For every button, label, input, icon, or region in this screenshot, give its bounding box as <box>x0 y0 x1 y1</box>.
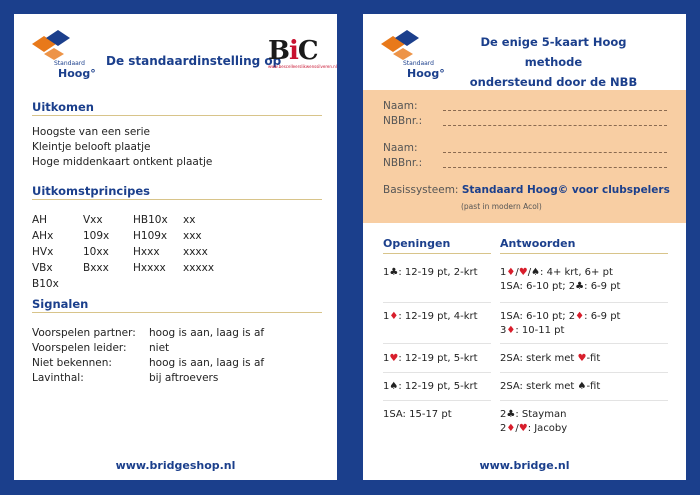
nbbnr-label: NBBnr.: <box>383 115 423 127</box>
card-combo: HB10x <box>133 214 168 226</box>
card-combo: 109x <box>83 230 110 242</box>
left-heading: De standaardinstelling op <box>106 54 282 68</box>
uitkomen-line: Hoogste van een serie <box>32 126 150 138</box>
standaard-hoog-logo <box>32 30 102 82</box>
standaard-hoog-logo <box>381 30 451 82</box>
card-combo: 10xx <box>83 246 109 258</box>
card-combo: H109x <box>133 230 168 242</box>
opening-1heart: 1♥: 12-19 pt, 5-krt <box>383 353 478 364</box>
logo-line1: Standaard <box>54 60 85 67</box>
divider <box>32 199 322 200</box>
divider <box>500 302 668 303</box>
basissysteem: Basissysteem: Standaard Hoog© voor clubspelers <box>383 184 670 196</box>
signalen-row: Lavinthal: bij aftroevers <box>32 372 219 384</box>
opening-1diamond: 1♦: 12-19 pt, 4-krt <box>383 311 478 322</box>
logo-diamonds-icon <box>32 30 72 62</box>
antwoord-1spade: 2SA: sterk met ♠-fit <box>500 381 601 392</box>
card-combo: Bxxx <box>83 262 109 274</box>
divider <box>383 372 491 373</box>
naam-field-2[interactable] <box>443 152 667 153</box>
card-combo: Hxxx <box>133 246 160 258</box>
divider <box>383 343 491 344</box>
logo-diamonds-icon <box>381 30 421 62</box>
signalen-list <box>32 326 265 386</box>
card-combo: xx <box>183 214 196 226</box>
logo-line1: Standaard <box>403 60 434 67</box>
right-heading: De enige 5-kaart Hoog methode ondersteund door de NBB <box>469 35 638 89</box>
uitkomen-title: Uitkomen <box>32 100 94 114</box>
card-combo: xxxxx <box>183 262 215 274</box>
card-combo: B10x <box>32 278 59 290</box>
bic-url: www.bescelleerslikwenssilveren.nl <box>268 64 337 69</box>
nbbnr-field-2[interactable] <box>443 167 667 168</box>
uitkomstprincipes-title: Uitkomstprincipes <box>32 184 151 198</box>
openingen-title: Openingen <box>383 237 451 250</box>
divider <box>500 253 668 254</box>
uitkomen-list <box>32 125 212 170</box>
naam-label-2: Naam: <box>383 142 418 154</box>
antwoord-1heart: 2SA: sterk met ♥-fit <box>500 353 601 364</box>
right-card <box>363 14 686 480</box>
left-card <box>14 14 337 480</box>
divider <box>500 343 668 344</box>
card-combo: Hxxxx <box>133 262 166 274</box>
divider <box>500 372 668 373</box>
bridge-link[interactable]: www.bridge.nl <box>479 459 570 472</box>
opening-1club: 1♣: 12-19 pt, 2-krt <box>383 267 478 278</box>
logo-line2: Hoog° <box>407 67 445 80</box>
divider <box>32 312 322 313</box>
divider <box>383 400 491 401</box>
signalen-row: Niet bekennen: hoog is aan, laag is af <box>32 357 265 369</box>
divider <box>383 253 491 254</box>
nbbnr-label-2: NBBnr.: <box>383 157 423 169</box>
card-combo: Vxx <box>83 214 103 226</box>
signalen-title: Signalen <box>32 297 89 311</box>
card-combo: HVx <box>32 246 54 258</box>
antwoord-1club: 1♦/♥/♠: 4+ krt, 6+ pt 1SA: 6-10 pt; 2♣: 6-9 pt <box>500 267 621 292</box>
antwoord-1diamond: 1SA: 6-10 pt; 2♦: 6-9 pt 3♦: 10-11 pt <box>500 311 621 336</box>
signalen-row: Voorspelen leider: niet <box>32 342 170 354</box>
basissysteem-sub: (past in modern Acol) <box>461 202 542 211</box>
card-combo: VBx <box>32 262 53 274</box>
naam-field[interactable] <box>443 110 667 111</box>
opening-1spade: 1♠: 12-19 pt, 5-krt <box>383 381 478 392</box>
antwoorden-title: Antwoorden <box>500 237 576 250</box>
divider <box>383 302 491 303</box>
bic-logo: BiC www.bescelleerslikwenssilveren.nl <box>268 36 337 69</box>
card-combo: xxx <box>183 230 202 242</box>
card-combo: AH <box>32 214 48 226</box>
bridgeshop-link[interactable]: www.bridgeshop.nl <box>115 459 236 472</box>
divider <box>32 115 322 116</box>
signalen-row: Voorspelen partner: hoog is aan, laag is af <box>32 327 265 339</box>
uitkomen-line: Kleintje belooft plaatje <box>32 141 151 153</box>
card-combo: AHx <box>32 230 54 242</box>
logo-line2: Hoog° <box>58 67 96 80</box>
nbbnr-field[interactable] <box>443 125 667 126</box>
antwoord-1sa: 2♣: Stayman 2♦/♥: Jacoby <box>500 409 568 434</box>
card-combo: xxxx <box>183 246 208 258</box>
opening-1sa: 1SA: 15-17 pt <box>383 409 452 420</box>
uitkomen-line: Hoge middenkaart ontkent plaatje <box>32 156 213 168</box>
naam-label: Naam: <box>383 100 418 112</box>
divider <box>500 400 668 401</box>
